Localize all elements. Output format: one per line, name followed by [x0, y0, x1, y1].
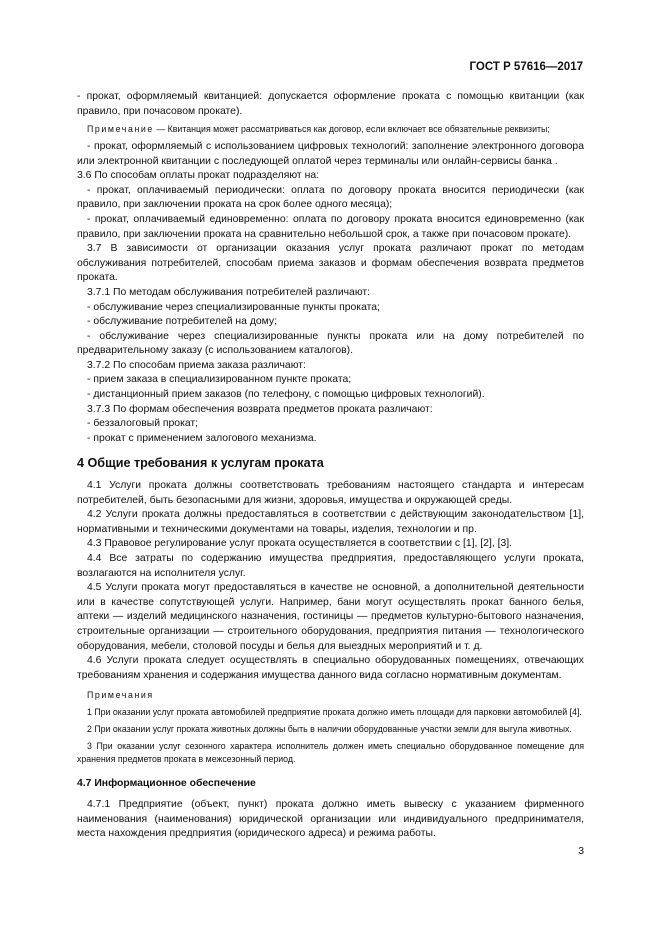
paragraph: 4.1 Услуги проката должны соответствовать требованиям настоящего стандарта и интересам потребителей, быть безопасными для жизни, здоровья, имущества и окружающей среды. [77, 480, 584, 506]
section-heading: 4 Общие требования к услугам проката [77, 456, 324, 471]
note: 1 При оказании услуг проката автомобилей предприятие проката должно иметь площади для парковки автомобилей [4]. [87, 707, 582, 718]
note: 3 При оказании услуг сезонного характера исполнитель должен иметь специально оборудованное помещение для хранения предметов проката в межсезонный период. [77, 740, 584, 764]
paragraph: 4.6 Услуги проката следует осуществлять в специально оборудованных помещениях, отвечающих требованиям хранения и содержания имущества данного вида согласно нормативным документам. [77, 655, 584, 681]
list-item: - прокат с применением залогового механизма. [87, 432, 317, 444]
paragraph: 3.7.2 По способам приема заказа различают: [87, 359, 306, 371]
notes-label: Примечания [87, 690, 154, 701]
paragraph: 3.6 По способам оплаты прокат подразделяют на: [77, 170, 319, 182]
paragraph: 4.7.1 Предприятие (объект, пункт) проката должно иметь вывеску с указанием фирменного наименования (наименования) юридической организации или индивидуального предпринимателя, места нахождения предприятия (юридического адреса) и режима работы. [77, 798, 584, 840]
document-body [77, 90, 584, 842]
paragraph: - прокат, оплачиваемый единовременно: оплата по договору проката вносится единовременно (как правило, при заключении проката на сравнительно небольшой срок, а также при почасовом прокате). [77, 213, 584, 240]
paragraph: - прокат, оплачиваемый периодически: оплата по договору проката вносится периодически (как правило, при заключении проката на срок более одного месяца); [77, 184, 584, 211]
paragraph: - прокат, оформляемый с использованием цифровых технологий: заполнение электронного договора или электронной квитанции с последующей оплатой через терминалы или онлайн-сервисы банка . [77, 140, 584, 167]
paragraph: 4.3 Правовое регулирование услуг проката осуществляется в соответствии с [1], [2], [3]. [87, 538, 513, 550]
list-item: - беззалоговый прокат; [87, 418, 199, 430]
paragraph: 3.7.3 По формам обеспечения возврата предметов проката различают: [87, 403, 433, 415]
paragraph: 4.2 Услуги проката должны предоставляться в соответствии с действующим законодательством [1], нормативными и техническими документами на товары, изделия, технологии и пр. [77, 509, 584, 535]
note: Примечание — Квитанция может рассматриваться как договор, если включает все обязательные реквизиты; [87, 124, 550, 135]
note-label: Примечание [87, 124, 154, 135]
subsection-heading: 4.7 Информационное обеспечение [77, 778, 256, 790]
page-number: 3 [578, 846, 584, 857]
list-item: - обслуживание потребителей на дому; [87, 316, 278, 328]
list-item: - прием заказа в специализированном пункте проката; [87, 374, 352, 386]
paragraph: 3.7.1 По методам обслуживания потребителей различают: [87, 286, 371, 298]
document-header: ГОСТ Р 57616—2017 [469, 61, 583, 73]
paragraph: 4.5 Услуги проката могут предоставляться в качестве не основной, а дополнительной деятельности или в качестве сопутствующей услуги. Например, бани могут осуществлять прокат банного белья, аптеки — изделий медицинского назначения, гостиницы — предметов культурно-бытового назначения, строительные организации — строительного оборудования, предприятия питания — технологического оборудования, мебели, столовой посуды и белья для выездных мероприятий и т. д. [77, 582, 584, 652]
list-item: - обслуживание через специализированные пункты проката или на дому потребителей по предварительному заказу (с использованием каталогов). [77, 330, 584, 357]
list-item: - обслуживание через специализированные пункты проката; [87, 301, 380, 313]
note: 2 При оказании услуг проката животных должны быть в наличии оборудованные участки земли для выгула животных. [87, 723, 572, 734]
paragraph: 4.4 Все затраты по содержанию имущества предприятия, предоставляющего услуги проката, возлагаются на исполнителя услуг. [77, 553, 584, 579]
list-item: - дистанционный прием заказов (по телефону, с помощью цифровых технологий). [87, 389, 485, 401]
paragraph: - прокат, оформляемый квитанцией: допускается оформление проката с помощью квитанции (как правило, при почасовом прокате). [77, 91, 584, 117]
paragraph: 3.7 В зависимости от организации оказания услуг проката различают прокат по методам обслуживания потребителей, способам приема заказов и формам обеспечения возврата предметов проката. [77, 243, 584, 284]
